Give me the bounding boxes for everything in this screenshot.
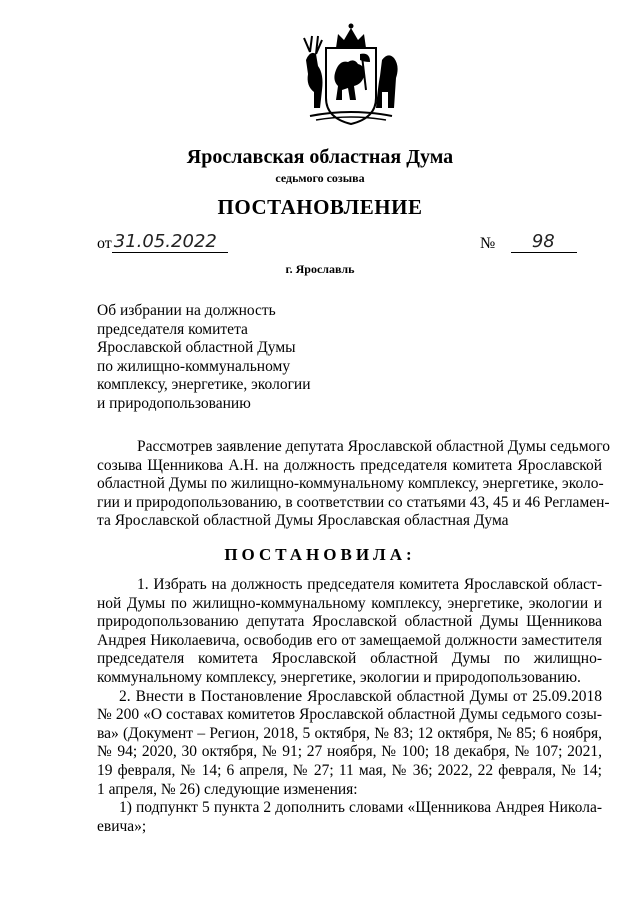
preamble-line: Рассмотрев заявление депутата Ярославской областной Думы седьмого [137,438,610,455]
convocation-label: седьмого созыва [275,171,365,185]
subject-block [97,302,357,414]
subject-line: комплексу, энергетике, экологии [97,376,311,394]
subject-line: по жилищно-коммунальному [97,357,291,375]
item1-line: коммунальному комплексу, энергетике, экологии и природопользованию. [97,668,581,686]
subitem1-line: евича»; [97,817,147,835]
city-label: г. Ярославль [285,262,355,276]
organization-title: Ярославская областная Дума [186,146,454,168]
preamble-line: гии и природопользованию, в соответствии со статьями 43, 45 и 46 Регламен- [97,493,610,511]
item1-line: природопользованию депутата Ярославской областной Думы Щенникова [97,613,602,631]
preamble-line: областной Думы по жилищно-коммунальному комплексу, энергетике, эколо- [97,475,604,493]
subject-line: председателя комитета [97,320,248,338]
handwritten-number: 98 [511,232,577,253]
item2-line: 19 февраля, № 14; 6 апреля, № 27; 11 мая, № 36; 2022, 22 февраля, № 14; [97,761,602,779]
item2-line: 1 апреля, № 26) следующие изменения: [97,780,358,798]
preamble-line: созыва Щенникова А.Н. на должность председателя комитета Ярославской [97,456,602,474]
subject-line: и природопользованию [97,394,251,412]
item1-line: председателя комитета Ярославской областной Думы по жилищно- [97,650,602,668]
coat-of-arms-emblem [296,20,406,128]
item1-line: ной Думы по жилищно-коммунальному комплексу, энергетике, экологии и [97,594,602,612]
document-type-heading: ПОСТАНОВЛЕНИЕ [217,195,423,219]
handwritten-date: 31.05.2022 [112,232,228,253]
item2-line: ва» (Документ – Регион, 2018, 5 октября, № 83; 12 октября, № 85; 6 ноября, [97,724,602,742]
number-prefix: № [480,235,496,252]
subject-line: Об избрании на должность [97,302,276,319]
date-line [97,232,228,253]
date-prefix: от [97,235,112,252]
item1-line: 1. Избрать на должность председателя комитета Ярославской област- [137,576,602,593]
resolved-heading: ПОСТАНОВИЛА: [224,545,416,564]
item2-line: № 94; 2020, 30 октября, № 91; 27 ноября, № 100; 18 декабря, № 107; 2021, [97,743,602,761]
preamble-line: та Ярославской областной Думы Ярославская областная Дума [97,512,509,530]
subject-line: Ярославской областной Думы [97,339,296,357]
item2-line: 2. Внести в Постановление Ярославской областной Думы от 25.09.2018 [119,687,602,705]
resolution-items [97,576,602,836]
preamble-paragraph [97,438,610,531]
subitem1-line: 1) подпункт 5 пункта 2 дополнить словами «Щенникова Андрея Никола- [119,799,602,817]
number-line [480,232,577,253]
item2-line: № 200 «О составах комитетов Ярославской областной Думы седьмого созы- [97,706,602,724]
item1-line: Андрея Николаевича, освободив его от замещаемой должности заместителя [97,631,602,649]
